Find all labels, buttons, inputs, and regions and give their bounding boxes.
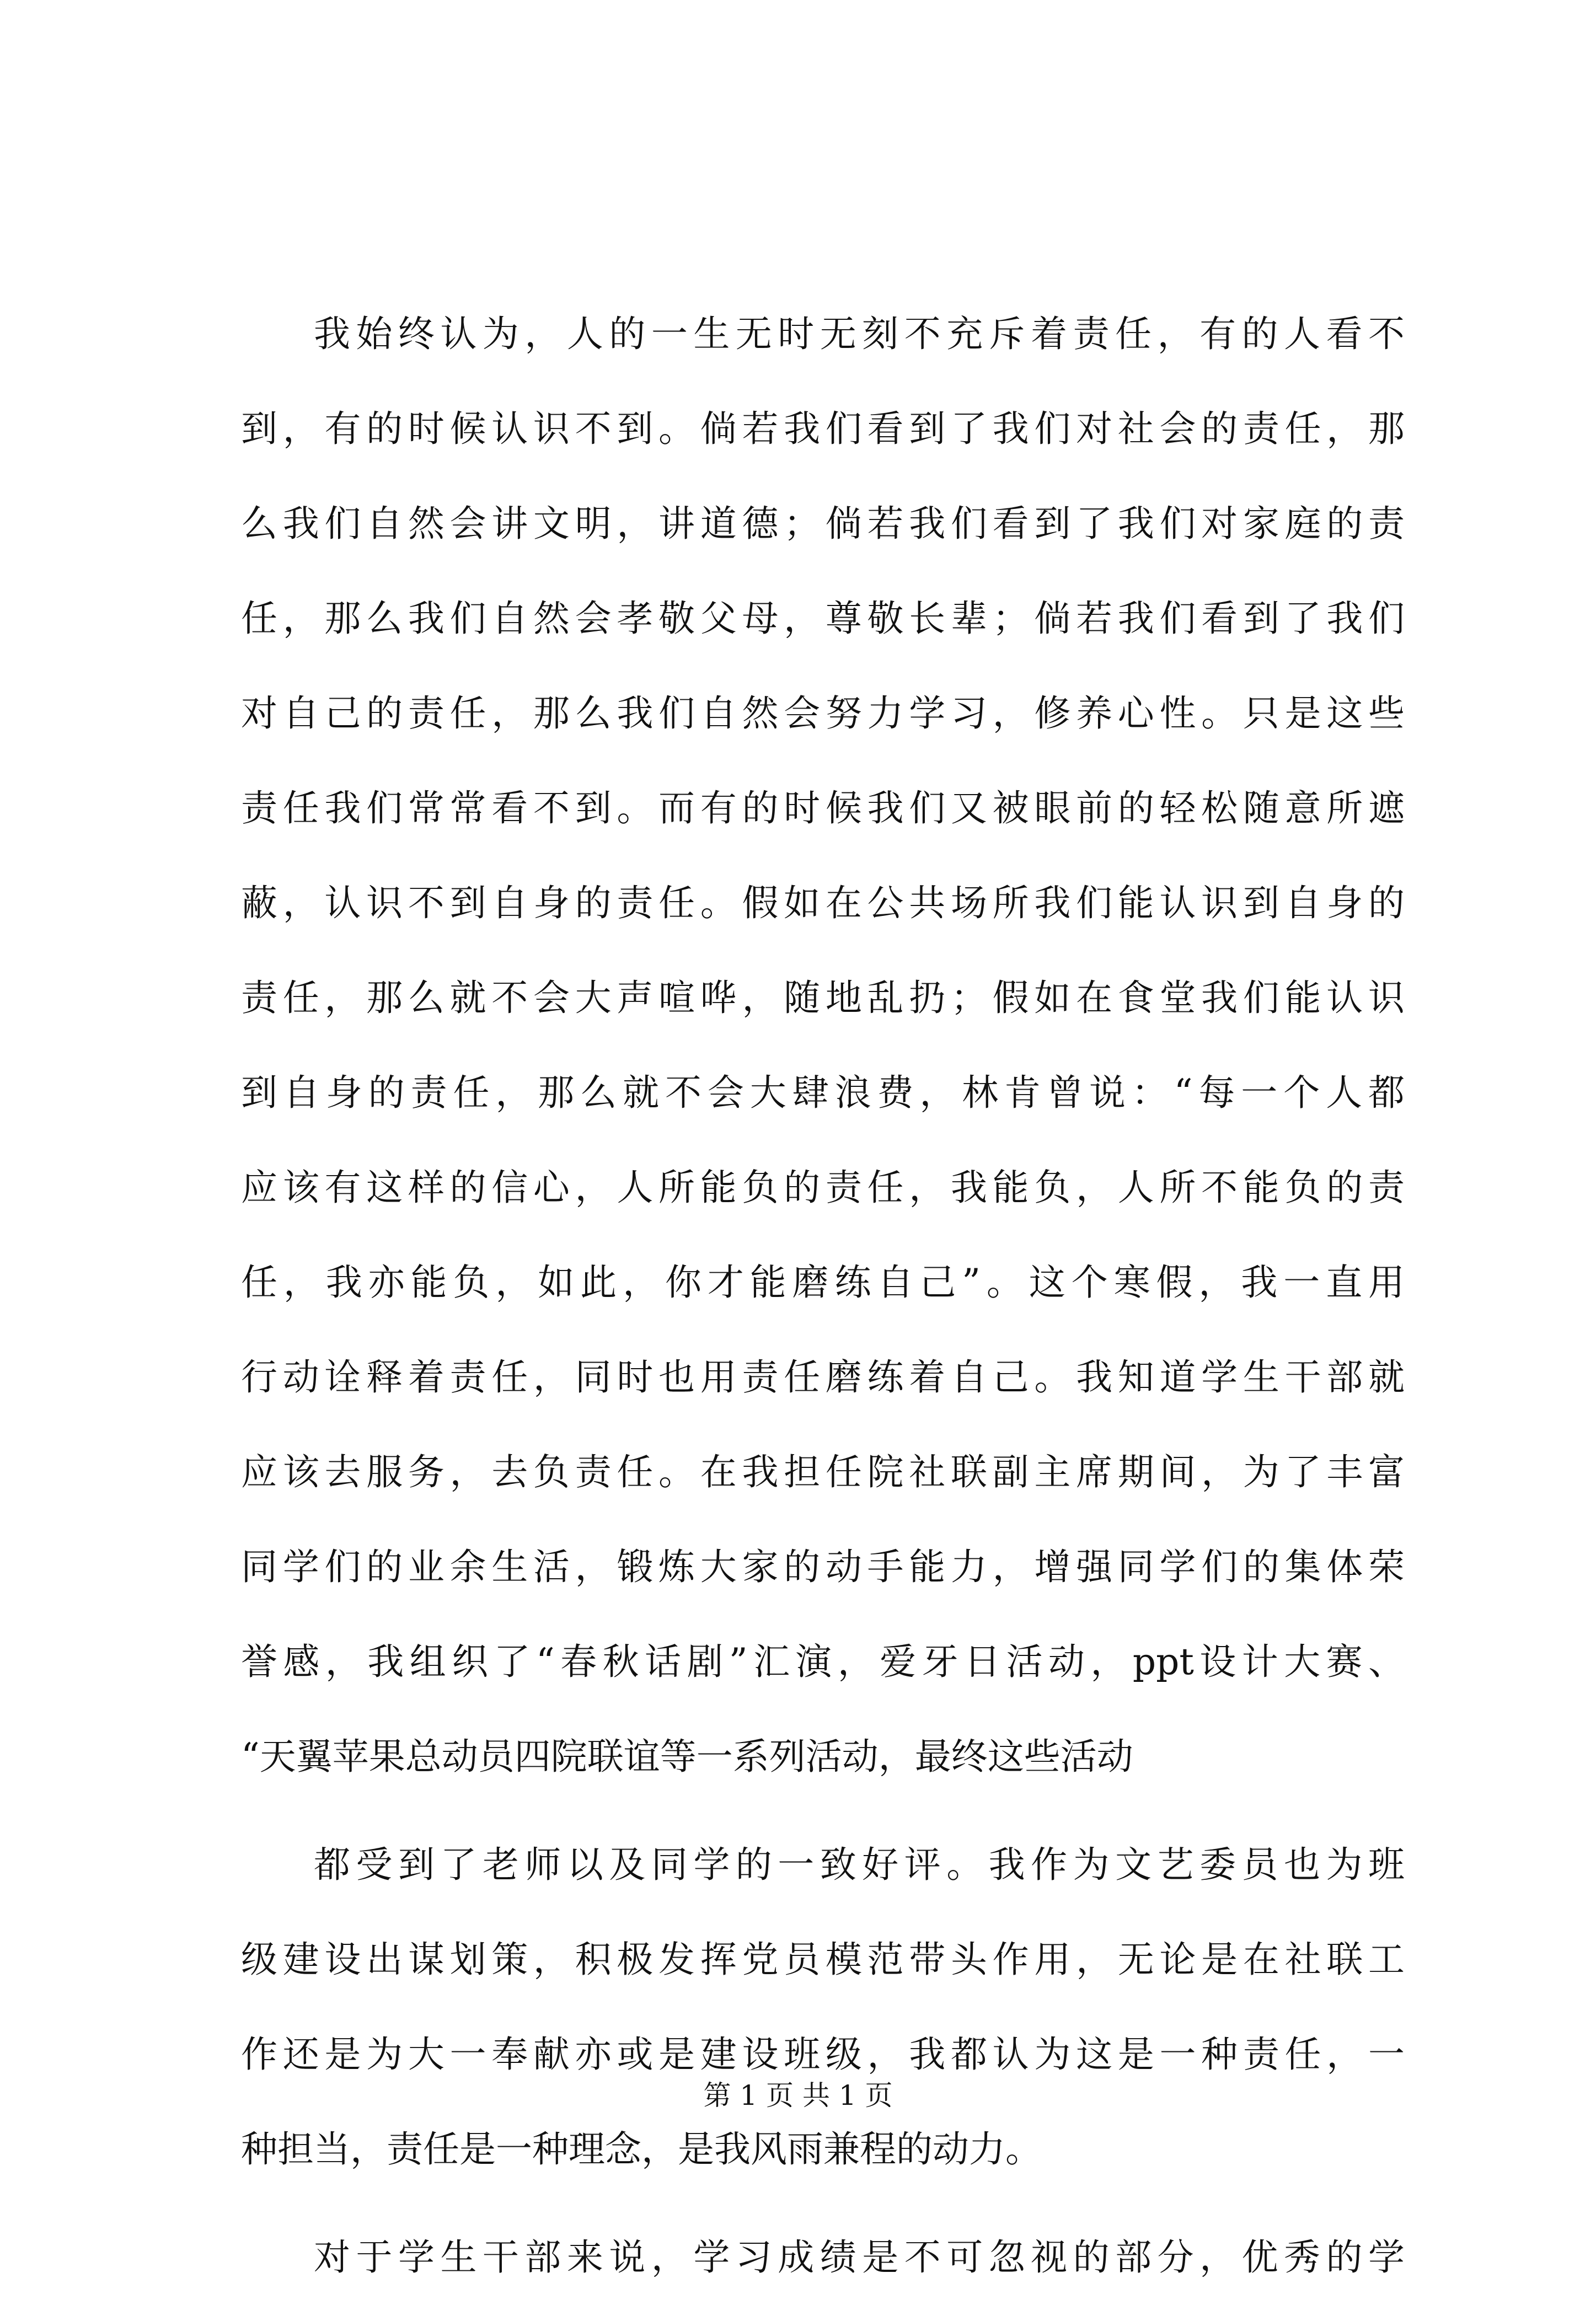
paragraph-line: 蔽，认识不到自身的责任。假如在公共场所我们能认识到自身的: [241, 882, 1405, 924]
paragraph-line: 对于学生干部来说，学习成绩是不可忽视的部分，优秀的学: [314, 2236, 1405, 2279]
paragraph-line: 么我们自然会讲文明，讲道德；倘若我们看到了我们对家庭的责: [241, 502, 1405, 545]
paragraph-line: 责任我们常常看不到。而有的时候我们又被眼前的轻松随意所遮: [241, 787, 1405, 829]
paragraph-responsibility: [241, 287, 1405, 1804]
paragraph-line: 到，有的时候认识不到。倘若我们看到了我们对社会的责任，那: [241, 408, 1405, 450]
paragraph-line: 任，我亦能负，如此，你才能磨练自己”。这个寒假，我一直用: [241, 1261, 1405, 1304]
paragraph-line: 对自己的责任，那么我们自然会努力学习，修养心性。只是这些: [241, 692, 1405, 735]
paragraph-line: 责任，那么就不会大声喧哗，随地乱扔；假如在食堂我们能认识: [241, 977, 1405, 1019]
paragraph-line: 誉感，我组织了“春秋话剧”汇演，爱牙日活动，ppt设计大赛、: [241, 1641, 1405, 1683]
page-footer: [0, 2078, 1596, 2113]
paragraph-line: 应该去服务，去负责任。在我担任院社联副主席期间，为了丰富: [241, 1451, 1405, 1493]
paragraph-line: 我始终认为，人的一生无时无刻不充斥着责任，有的人看不: [314, 313, 1405, 355]
paragraph-line: 到自身的责任，那么就不会大肆浪费，林肯曾说：“每一个人都: [241, 1071, 1405, 1114]
paragraph-line: 任，那么我们自然会孝敬父母，尊敬长辈；倘若我们看到了我们: [241, 597, 1405, 640]
paragraph-spacer: [241, 2197, 1405, 2210]
paragraph-spacer: [241, 1804, 1405, 1818]
paragraph-line: 同学们的业余生活，锻炼大家的动手能力，增强同学们的集体荣: [241, 1546, 1405, 1588]
paragraph-line: 行动诠释着责任，同时也用责任磨练着自己。我知道学生干部就: [241, 1356, 1405, 1398]
paragraph-study: [241, 2210, 1405, 2305]
paragraph-line: 都受到了老师以及同学的一致好评。我作为文艺委员也为班: [314, 1843, 1405, 1886]
paragraph-line: 应该有这样的信心，人所能负的责任，我能负，人所不能负的责: [241, 1166, 1405, 1209]
document-body: [241, 287, 1405, 2305]
paragraph-line: 作还是为大一奉献亦或是建设班级，我都认为这是一种责任，一: [241, 2033, 1405, 2076]
paragraph-line: “天翼苹果总动员四院联谊等一系列活动，最终这些活动: [241, 1735, 1133, 1778]
paragraph-praise: [241, 1818, 1405, 2197]
paragraph-line: 级建设出谋划策，积极发挥党员模范带头作用，无论是在社联工: [241, 1938, 1405, 1981]
page-number-label: 第 1 页 共 1 页: [703, 2079, 893, 2111]
paragraph-line: 种担当，责任是一种理念，是我风雨兼程的动力。: [241, 2128, 1042, 2170]
